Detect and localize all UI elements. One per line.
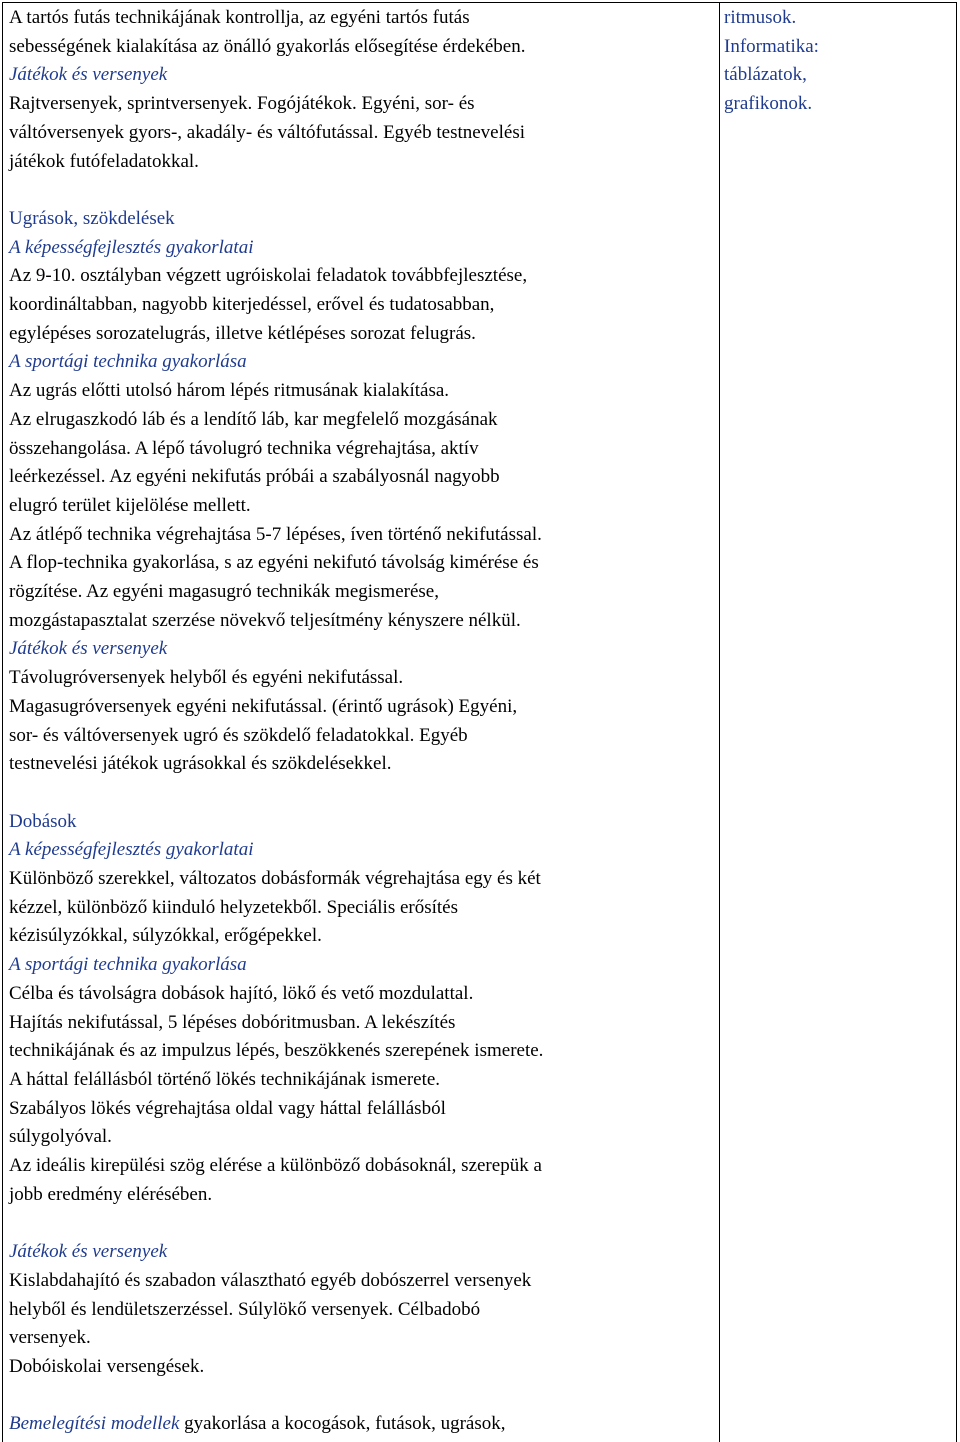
text-line (9, 1410, 715, 1439)
text-line: Az 9-10. osztályban végzett ugróiskolai feladatok továbbfejlesztése, (9, 265, 528, 287)
section-heading: Játékok és versenyek (9, 64, 168, 86)
text-line: Célba és távolságra dobások hajító, lökő és vető mozdulattal. (9, 982, 474, 1004)
text-line: versenyek. (9, 1327, 91, 1349)
text-line: helyből és lendületszerzéssel. Súlylökő versenyek. Célbadobó (9, 1298, 481, 1320)
text-line: sebességének kialakítása az önálló gyakorlás elősegítése érdekében. (9, 35, 526, 57)
side-text: táblázatok, (724, 64, 807, 86)
text-line: kézzel, különböző kiinduló helyzetekből. Speciális erősítés (9, 896, 459, 918)
text-line: Dobóiskolai versengések. (9, 1356, 205, 1377)
text-line: A háttal felállásból történő lökés technikájának ismerete. (9, 1068, 441, 1090)
text-line: mozgástapasztalat szerzése növekvő teljesítmény kényszere nélkül. (9, 609, 521, 631)
text-line: testnevelési játékok ugrásokkal és szökdelésekkel. (9, 753, 392, 775)
text-line: elugró terület kijelölése mellett. (9, 494, 251, 516)
text-line: koordináltabban, nagyobb kiterjedéssel, erővel és tudatosabban, (9, 294, 495, 316)
side-text: ritmusok. (724, 7, 797, 28)
side-text: grafikonok. (724, 93, 813, 115)
text-line: leérkezéssel. Az egyéni nekifutás próbái a szabályosnál nagyobb (9, 466, 500, 488)
text-line: súlygolyóval. (9, 1126, 112, 1148)
section-heading: A sportági technika gyakorlása (9, 351, 247, 373)
text-line: technikájának és az impulzus lépés, beszökkenés szerepének ismerete. (9, 1040, 544, 1062)
section-heading: Játékok és versenyek (9, 638, 168, 660)
text-line: összehangolása. A lépő távolugró technika végrehajtása, aktív (9, 437, 479, 459)
main-column (9, 4, 715, 1439)
text-line: A tartós futás technikájának kontrollja, az egyéni tartós futás (9, 7, 470, 28)
column-divider (719, 2, 720, 1442)
text-line: sor- és váltóversenyek ugró és szökdelő feladatokkal. Egyéb (9, 724, 468, 746)
warmup-text: gyakorlása a kocogások, futások, ugrások, (179, 1413, 506, 1435)
spacer (9, 1210, 715, 1239)
informatics-label: Informatika: (724, 35, 819, 57)
text-line: Az ugrás előtti utolsó három lépés ritmusának kialakítása. (9, 380, 450, 402)
section-heading: A sportági technika gyakorlása (9, 954, 247, 976)
spacer (9, 1382, 715, 1411)
running-games-section (9, 61, 715, 176)
text-line: Távolugróversenyek helyből és egyéni nekifutással. (9, 667, 404, 689)
text-line: játékok futófeladatokkal. (9, 150, 199, 172)
text-line: Kislabdahajító és szabadon választható egyéb dobószerrel versenyek (9, 1269, 532, 1291)
text-line: Magasugróversenyek egyéni nekifutással. (érintő ugrások) Egyéni, (9, 695, 518, 717)
section-heading: Játékok és versenyek (9, 1241, 168, 1263)
spacer (9, 176, 715, 205)
text-line: Különböző szerekkel, változatos dobásformák végrehajtása egy és két (9, 868, 541, 890)
text-line: A flop-technika gyakorlása, s az egyéni nekifutó távolság kimérése és (9, 552, 539, 574)
throws-section (9, 808, 715, 1210)
side-column (724, 4, 954, 119)
text-line: Az elrugaszkodó láb és a lendítő láb, kar megfelelő mozgásának (9, 408, 498, 430)
text-line: Hajítás nekifutással, 5 lépéses dobóritmusban. A lekészítés (9, 1011, 456, 1033)
text-line: váltóversenyek gyors-, akadály- és váltófutással. Egyéb testnevelési (9, 121, 525, 143)
text-line: kézisúlyzókkal, súlyzókkal, erőgépekkel. (9, 925, 322, 947)
text-line: Rajtversenyek, sprintversenyek. Fogójátékok. Egyéni, sor- és (9, 93, 475, 115)
section-heading: A képességfejlesztés gyakorlatai (9, 839, 254, 861)
jumps-section (9, 205, 715, 779)
throw-games-section (9, 1238, 715, 1382)
text-line: Szabályos lökés végrehajtása oldal vagy háttal felállásból (9, 1097, 446, 1119)
topic-title: Ugrások, szökdelések (9, 207, 175, 229)
text-line: Az átlépő technika végrehajtása 5-7 lépéses, íven történő nekifutással. (9, 523, 542, 545)
section-heading: A képességfejlesztés gyakorlatai (9, 236, 254, 258)
spacer (9, 779, 715, 808)
text-line: rögzítése. Az egyéni magasugró technikák megismerése, (9, 581, 439, 603)
topic-title: Dobások (9, 810, 77, 832)
warmup-paragraph (9, 1410, 715, 1439)
text-line: Az ideális kirepülési szög elérése a különböző dobásoknál, szerepük a (9, 1155, 542, 1177)
intro-paragraph (9, 4, 715, 61)
text-line: egylépéses sorozatelugrás, illetve kétlépéses sorozat felugrás. (9, 322, 476, 344)
warmup-heading: Bemelegítési modellek (9, 1413, 180, 1435)
text-line: jobb eredmény elérésében. (9, 1183, 213, 1205)
